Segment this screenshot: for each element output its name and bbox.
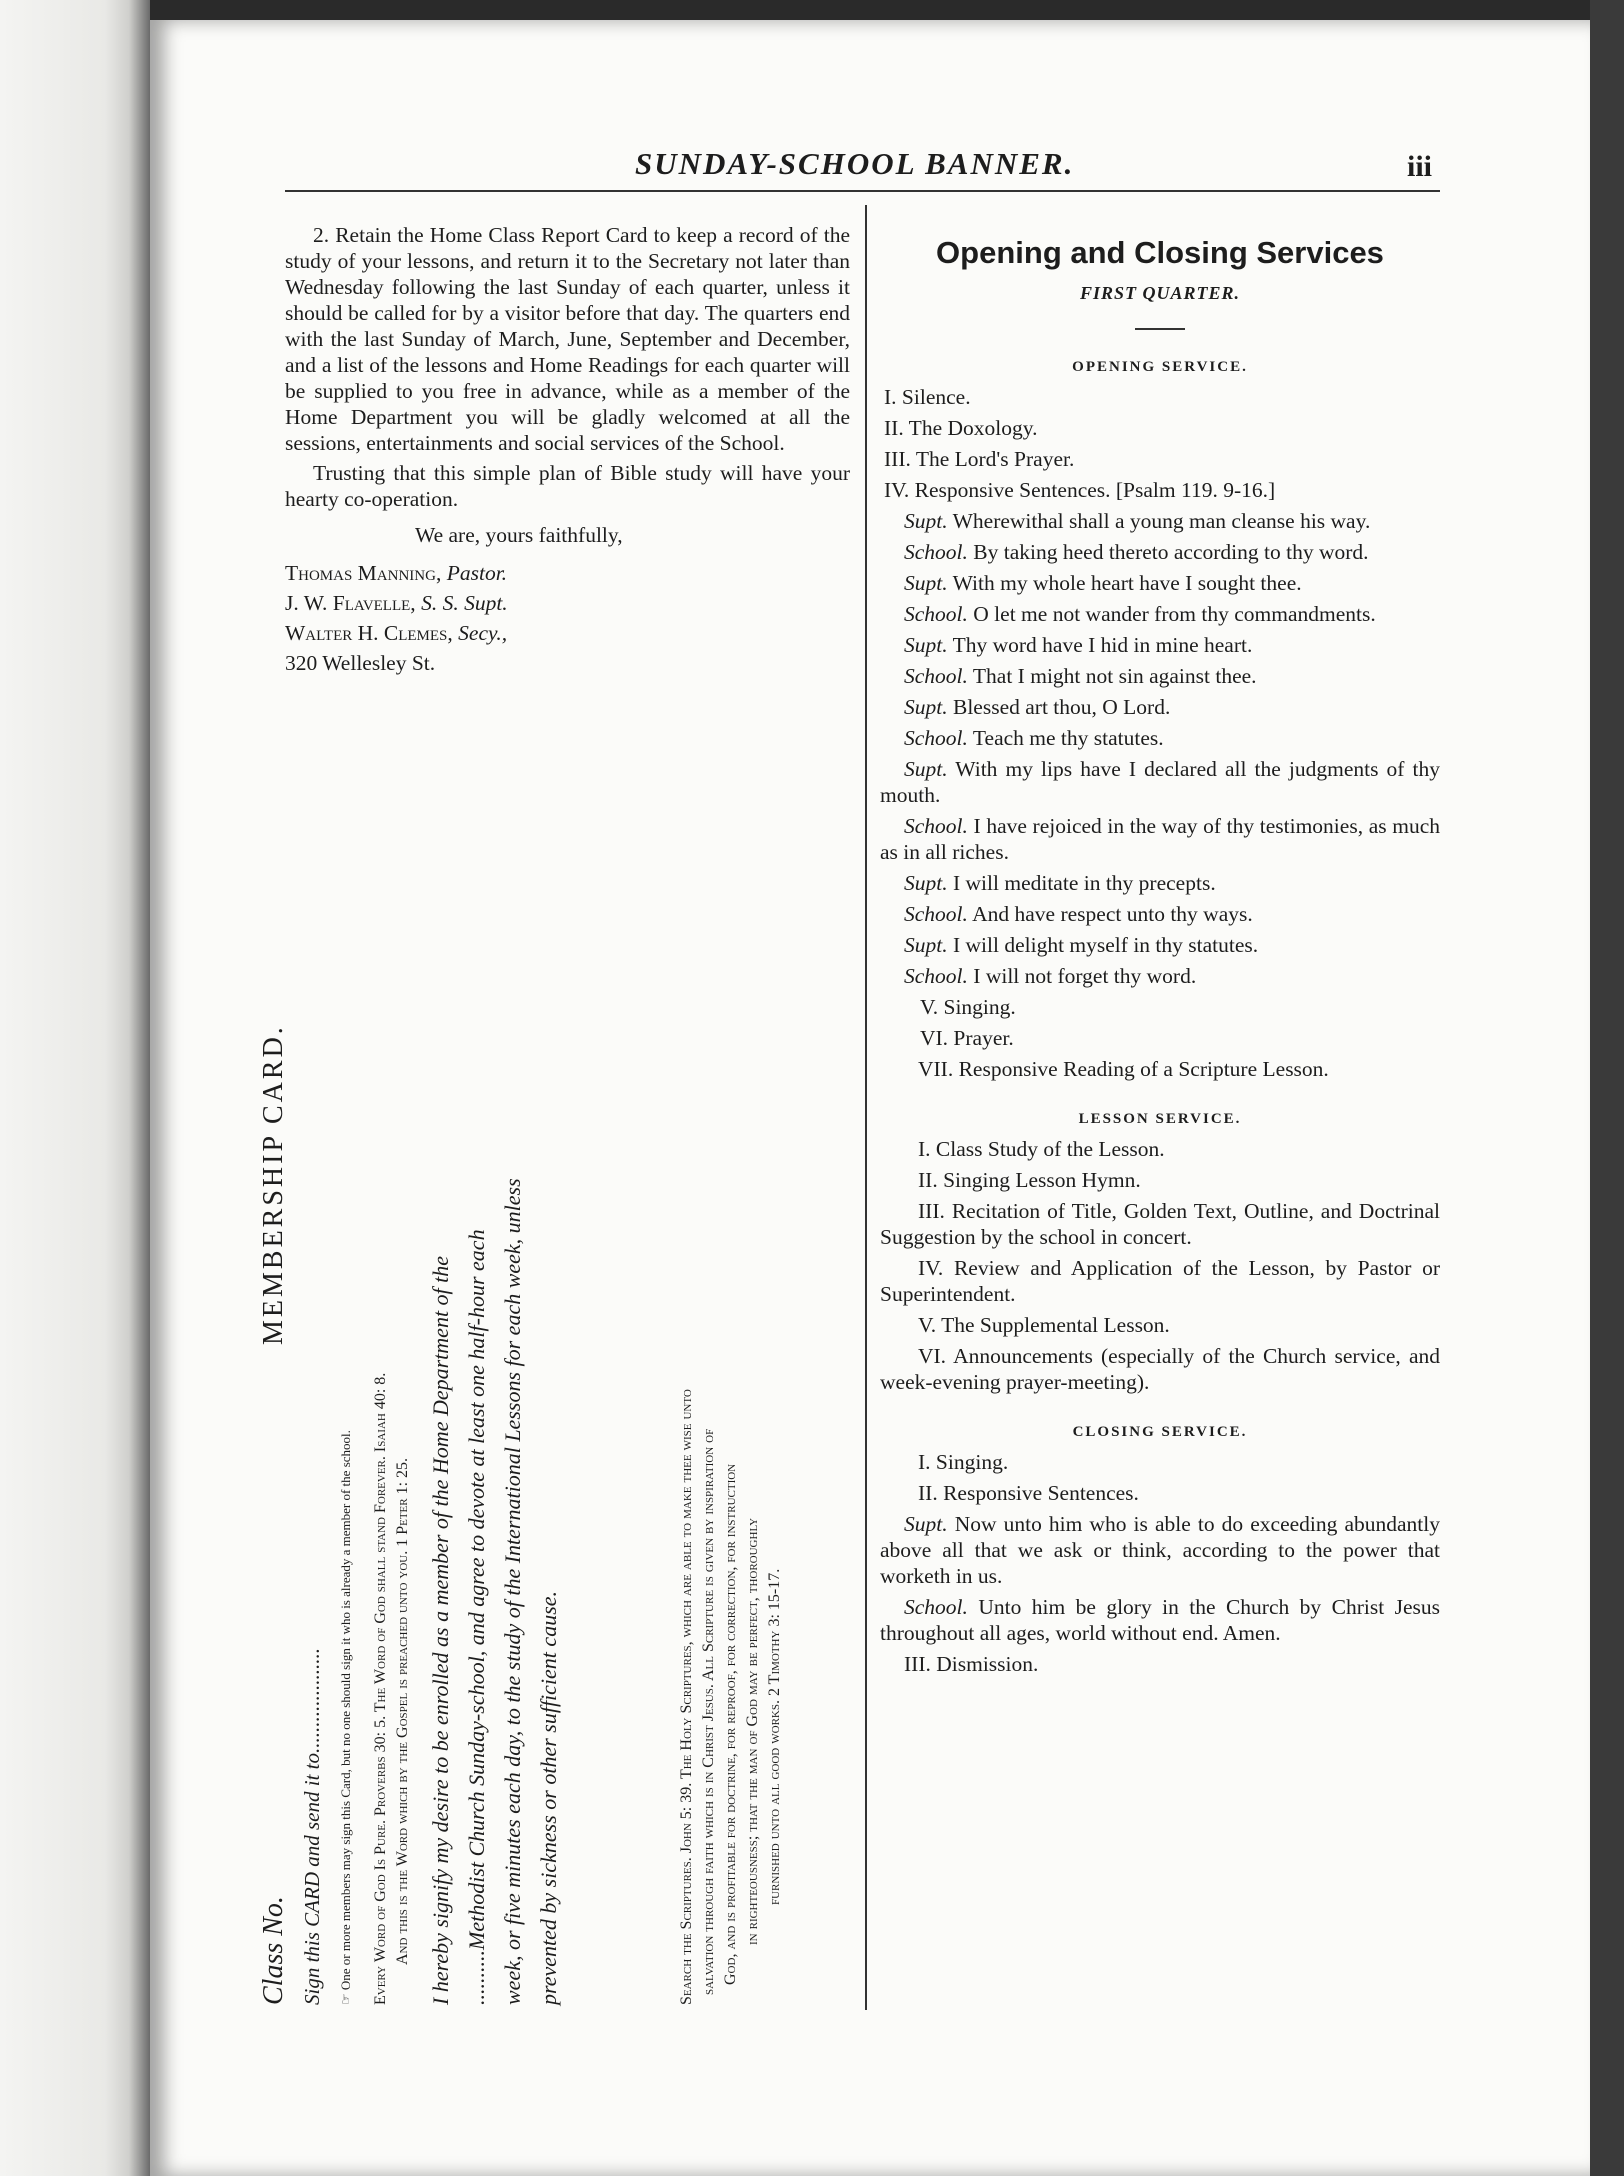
response: Supt. Blessed art thou, O Lord. xyxy=(904,695,1171,719)
response: School. O let me not wander from thy commandments. xyxy=(904,602,1376,626)
response: School. Teach me thy statutes. xyxy=(904,726,1164,750)
scripture-line: salvation through faith which is in Christ Jesus. All Scripture is given by inspiration of xyxy=(700,1428,717,1995)
response: School. I have rejoiced in the way of thy testimonies, as much as in all riches. xyxy=(880,814,1440,864)
card-note: ☞ One or more members may sign this Card, but no one should sign it who is already a member of the school. xyxy=(338,1430,353,2005)
book-edge xyxy=(1590,0,1624,2176)
signature-pastor: Thomas Manning, Pastor. xyxy=(285,561,508,585)
response: School. Unto him be glory in the Church by Christ Jesus throughout all ages, world without end. Amen. xyxy=(880,1595,1440,1645)
service-item: III. Recitation of Title, Golden Text, Outline, and Doctrinal Suggestion by the school in concert. xyxy=(880,1199,1440,1249)
closing-heading: CLOSING SERVICE. xyxy=(1072,1424,1248,1440)
signature-secy: Walter H. Clemes, Secy., xyxy=(285,621,508,645)
scan-margin xyxy=(0,0,150,2176)
service-item: II. Singing Lesson Hymn. xyxy=(918,1168,1141,1192)
sign-line: Sign this CARD and send it to.................... xyxy=(300,1648,324,2005)
response: School. That I might not sin against thee. xyxy=(904,664,1257,688)
service-item: I. Singing. xyxy=(918,1450,1009,1474)
card-title: MEMBERSHIP CARD. xyxy=(258,1024,289,1345)
column-rule xyxy=(865,205,867,2010)
response: Supt. I will delight myself in thy statutes. xyxy=(904,933,1259,957)
header-rule xyxy=(285,190,1440,192)
class-number: Class No. xyxy=(258,1896,289,2005)
running-header xyxy=(485,128,1440,188)
paragraph: 2. Retain the Home Class Report Card to keep a record of the study of your lessons, and return it to the Secretary not later than Wednesday following the last Sunday of each quarter, unless it should be called for by a visitor before that day. The quarters end with the last Sunday of March, June, September and December, and a list of the lessons and Home Readings for each quarter will be supplied to you free in advance, while as a member of the Home Department you will be gladly welcomed at all the sessions, entertainments and social services of the School. xyxy=(285,223,850,455)
scripture-line: furnished unto all good works. 2 Timothy 3: 15-17. xyxy=(766,1568,783,1905)
short-rule xyxy=(1135,328,1185,330)
service-item: III. The Lord's Prayer. xyxy=(884,447,1075,471)
left-column xyxy=(285,222,850,680)
response: School. I will not forget thy word. xyxy=(904,964,1197,988)
scripture-line: in righteousness; that the man of God may be perfect, thoroughly xyxy=(744,1517,761,1945)
service-item: IV. Responsive Sentences. [Psalm 119. 9-16.] xyxy=(884,478,1276,502)
service-item: VI. Announcements (especially of the Church service, and week-evening prayer-meeting). xyxy=(880,1344,1440,1394)
signature-supt: J. W. Flavelle, S. S. Supt. xyxy=(285,591,508,615)
service-item: II. The Doxology. xyxy=(884,416,1038,440)
lesson-heading: LESSON SERVICE. xyxy=(1078,1111,1242,1127)
response: School. And have respect unto thy ways. xyxy=(904,902,1253,926)
verse-line: And this is the Word which by the Gospel is preached unto you. 1 Peter 1: 25. xyxy=(394,1457,411,1965)
membership-card xyxy=(250,865,850,2005)
service-item: IV. Review and Application of the Lesson, by Pastor or Superintendent. xyxy=(880,1256,1440,1306)
service-item: I. Silence. xyxy=(884,385,971,409)
service-item: V. The Supplemental Lesson. xyxy=(918,1313,1170,1337)
pledge-line: I hereby signify my desire to be enrolled as a member of the Home Department of the xyxy=(428,1255,453,2005)
opening-heading: OPENING SERVICE. xyxy=(1072,359,1248,375)
paragraph: Trusting that this simple plan of Bible study will have your hearty co-operation. xyxy=(285,461,850,511)
quarter-label: FIRST QUARTER. xyxy=(1079,283,1241,303)
response: Supt. Wherewithal shall a young man cleanse his way. xyxy=(904,509,1371,533)
closing-line: We are, yours faithfully, xyxy=(415,523,623,547)
services-title: Opening and Closing Services xyxy=(936,235,1384,270)
scripture-line: Search the Scriptures. John 5: 39. The Holy Scriptures, which are able to make thee wise unto xyxy=(678,1389,695,2005)
verse-line: Every Word of God Is Pure. Proverbs 30: 5. The Word of God shall stand Forever. Isaiah 40: 8. xyxy=(372,1372,389,2005)
service-item: II. Responsive Sentences. xyxy=(918,1481,1139,1505)
response: Supt. With my whole heart have I sought thee. xyxy=(904,571,1302,595)
right-column xyxy=(880,235,1440,1682)
service-item: VII. Responsive Reading of a Scripture Lesson. xyxy=(918,1057,1329,1081)
response: Supt. Now unto him who is able to do exceeding abundantly above all that we ask or think, according to the power that worketh in us. xyxy=(880,1512,1440,1588)
pledge-line: week, or five minutes each day, to the study of the International Lessons for each week, unless xyxy=(500,1178,525,2005)
scripture-line: God, and is profitable for doctrine, for reproof, for correction, for instruction xyxy=(722,1463,739,1985)
response: Supt. I will meditate in thy precepts. xyxy=(904,871,1216,895)
service-item: I. Class Study of the Lesson. xyxy=(918,1137,1165,1161)
pledge-line: prevented by sickness or other sufficient cause. xyxy=(536,1590,561,2005)
service-item: V. Singing. xyxy=(920,995,1016,1019)
service-item: VI. Prayer. xyxy=(920,1026,1014,1050)
service-item: III. Dismission. xyxy=(904,1652,1039,1676)
page-number: iii xyxy=(1406,150,1432,183)
pledge-line: ..........Methodist Church Sunday-school, and agree to devote at least one half-hour each xyxy=(464,1229,489,2005)
response: Supt. Thy word have I hid in mine heart. xyxy=(904,633,1253,657)
response: School. By taking heed thereto according to thy word. xyxy=(904,540,1369,564)
response: Supt. With my lips have I declared all the judgments of thy mouth. xyxy=(880,757,1440,807)
header-title: SUNDAY-SCHOOL BANNER. xyxy=(635,146,1075,181)
address: 320 Wellesley St. xyxy=(285,651,436,675)
